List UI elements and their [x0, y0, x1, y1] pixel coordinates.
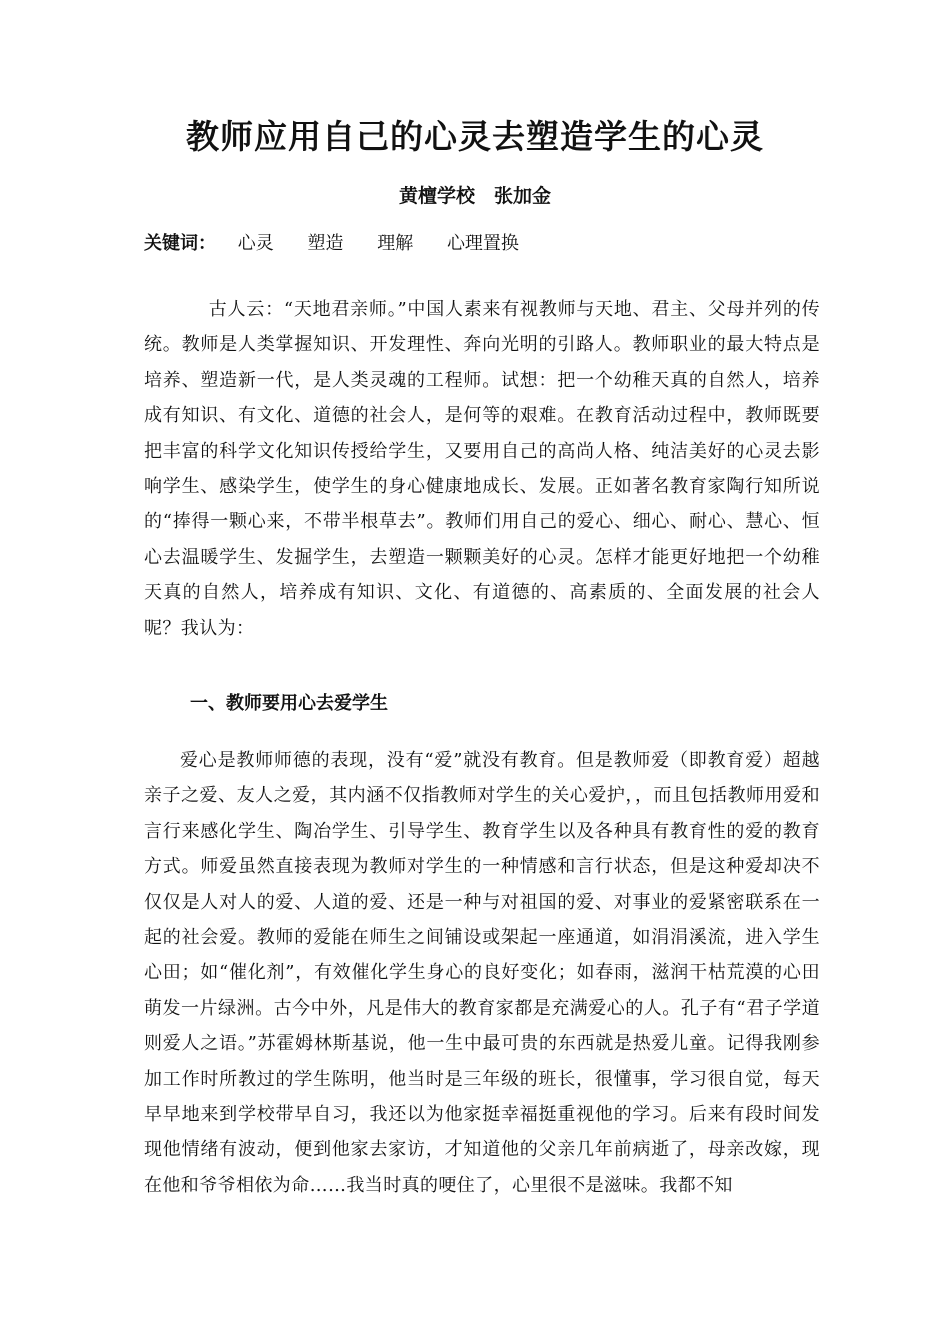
body-paragraph: 爱心是教师师德的表现，没有“爱”就没有教育。但是教师爱（即教育爱）超越亲子之爱、友人之爱，其内涵不仅指教师对学生的关心爱护，，而且包括教师用爱和言行来感化学生、陶冶学生、引导学生、教育学生以及各种具有教育性的爱的教育方式。师爱虽然直接表现为教师对学生的一种情感和言行状态，但是这种爱却决不仅仅是人对人的爱、人道的爱、还是一种与对祖国的爱、对事业的爱紧密联系在一起的社会爱。教师的爱能在师生之间铺设或架起一座通道，如涓涓溪流，进入学生心田；如“催化剂”，有效催化学生身心的良好变化；如春雨，滋润干枯荒漠的心田萌发一片绿洲。古今中外，凡是伟大的教育家都是充满爱心的人。孔子有“君子学道则爱人之语。”苏霍姆林斯基说，他一生中最可贵的东西就是热爱儿童。记得我刚参加工作时所教过的学生陈明，他当时是三年级的班长，很懂事，学习很自觉，每天早早地来到学校带早自习，我还以为他家挺幸福挺重视他的学习。后来有段时间发现他情绪有波动，便到他家去家访，才知道他的父亲几年前病逝了，母亲改嫁，现在他和爷爷相依为命……我当时真的哽住了，心里很不是滋味。我都不知 [144, 750, 820, 1196]
keyword-item: 理解 [377, 233, 414, 254]
document-title: 教师应用自己的心灵去塑造学生的心灵 [186, 117, 764, 156]
intro-paragraph: 古人云：“天地君亲师。”中国人素来有视教师与天地、君主、父母并列的传统。教师是人类掌握知识、开发理性、奔向光明的引路人。教师职业的最大特点是培养、塑造新一代，是人类灵魂的工程师。试想：把一个幼稚天真的自然人，培养成有知识、有文化、道德的社会人，是何等的艰难。在教育活动过程中，教师既要把丰富的科学文化知识传授给学生，又要用自己的高尚人格、纯洁美好的心灵去影响学生、感染学生，使学生的身心健康地成长、发展。正如著名教育家陶行知所说的“捧得一颗心来，不带半根草去”。教师们用自己的爱心、细心、耐心、慧心、恒心去温暖学生、发掘学生，去塑造一颗颗美好的心灵。怎样才能更好地把一个幼稚天真的自然人，培养成有知识、文化、有道德的、高素质的、全面发展的社会人呢？我认为： [144, 299, 820, 639]
section-heading: 一、教师要用心去爱学生 [190, 693, 388, 714]
keywords-line [144, 228, 547, 260]
keyword-item: 塑造 [307, 233, 344, 254]
keyword-item: 心理置换 [446, 233, 519, 254]
keywords-label: 关键词： [144, 233, 216, 254]
author-line: 黄檀学校 张加金 [398, 185, 551, 207]
keyword-item: 心灵 [237, 233, 274, 254]
